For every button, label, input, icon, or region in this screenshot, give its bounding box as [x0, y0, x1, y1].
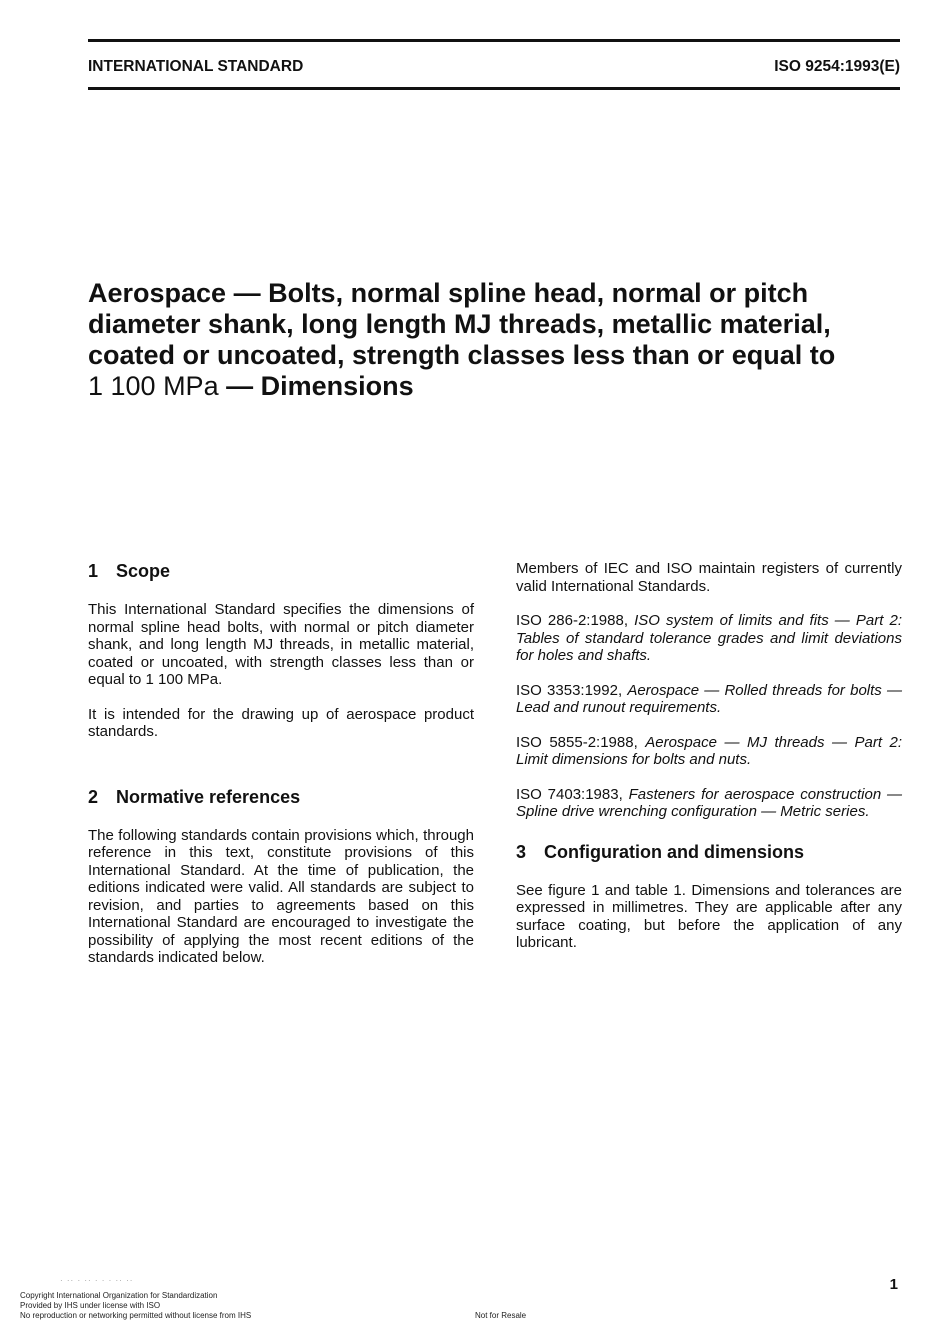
copyright-footer	[20, 1291, 251, 1321]
reference-item	[516, 786, 902, 821]
scope-paragraph-1: This International Standard specifies the dimensions of normal spline head bolts, with normal or pitch diameter shank, and long length MJ threads, in metallic material, coated or uncoated, with strength classes less than or equal to 1 100 MPa.	[88, 601, 474, 688]
footer-line: Provided by IHS under license with ISO	[20, 1301, 161, 1310]
reference-item	[516, 682, 902, 717]
header-top-rule	[88, 39, 900, 42]
reference-item	[516, 612, 902, 665]
section-number: 3	[516, 841, 527, 862]
section-number: 1	[88, 561, 99, 581]
reference-item	[516, 734, 902, 769]
title-tail: — Dimensions	[218, 371, 414, 401]
reference-title: Aerospace — Rolled threads for bolts — Lead and runout requirements.	[516, 681, 902, 716]
reference-code: ISO 286-2:1988,	[516, 612, 628, 629]
normative-paragraph-2: Members of IEC and ISO maintain registers of currently valid International Standards.	[516, 560, 902, 595]
section-title: Normative references	[116, 786, 301, 807]
right-column	[516, 560, 902, 969]
page-number: 1	[889, 1276, 898, 1293]
title-main: Aerospace — Bolts, normal spline head, normal or pitch diameter shank, long length MJ threads, metallic material, coated or uncoated, strength classes less than or equal to	[88, 278, 836, 370]
title-value: 1 100 MPa	[88, 371, 219, 401]
section-scope-heading	[88, 560, 474, 582]
document-type-label: INTERNATIONAL STANDARD	[88, 58, 304, 75]
config-paragraph-1: See figure 1 and table 1. Dimensions and tolerances are expressed in millimetres. They are applicable after any surface coating, but before the application of any lubricant.	[516, 881, 902, 951]
reference-title: Aerospace — MJ threads — Part 2: Limit dimensions for bolts and nuts.	[516, 733, 902, 768]
standard-number: ISO 9254:1993(E)	[774, 58, 900, 75]
reference-code: ISO 3353:1992,	[516, 681, 623, 699]
section-title: Configuration and dimensions	[544, 841, 804, 862]
reference-code: ISO 5855-2:1988,	[516, 733, 638, 751]
normative-paragraph-1: The following standards contain provisions which, through reference in this text, constitute provisions of this International Standard. At the time of publication, the editions indicated were valid. All standards are subject to revision, and parties to agreements based on this International Standard are encouraged to investigate the possibility of applying the most recent editions of the standards indicated below.	[88, 826, 474, 966]
section-title: Scope	[116, 561, 171, 581]
section-normative-heading	[88, 786, 474, 808]
footer-line: Copyright International Organization for Standardization	[20, 1291, 218, 1300]
section-config-heading	[516, 841, 902, 863]
resale-notice: Not for Resale	[475, 1311, 527, 1320]
scope-paragraph-2: It is intended for the drawing up of aerospace product standards.	[88, 705, 474, 740]
reference-title: Fasteners for aerospace construction — Spline drive wrenching configuration — Metric series.	[516, 785, 902, 820]
footer-line: No reproduction or networking permitted without license from IHS	[20, 1311, 252, 1320]
scan-artifact: · ·· · ·· · · · ·· ··	[60, 1276, 134, 1285]
reference-title: ISO system of limits and fits — Part 2: Tables of standard tolerance grades and limit deviations for holes and shafts.	[516, 612, 902, 664]
left-column	[88, 560, 474, 984]
header-bottom-rule	[88, 87, 900, 90]
section-number: 2	[88, 786, 99, 807]
reference-code: ISO 7403:1983,	[516, 785, 623, 803]
document-title	[88, 278, 848, 402]
